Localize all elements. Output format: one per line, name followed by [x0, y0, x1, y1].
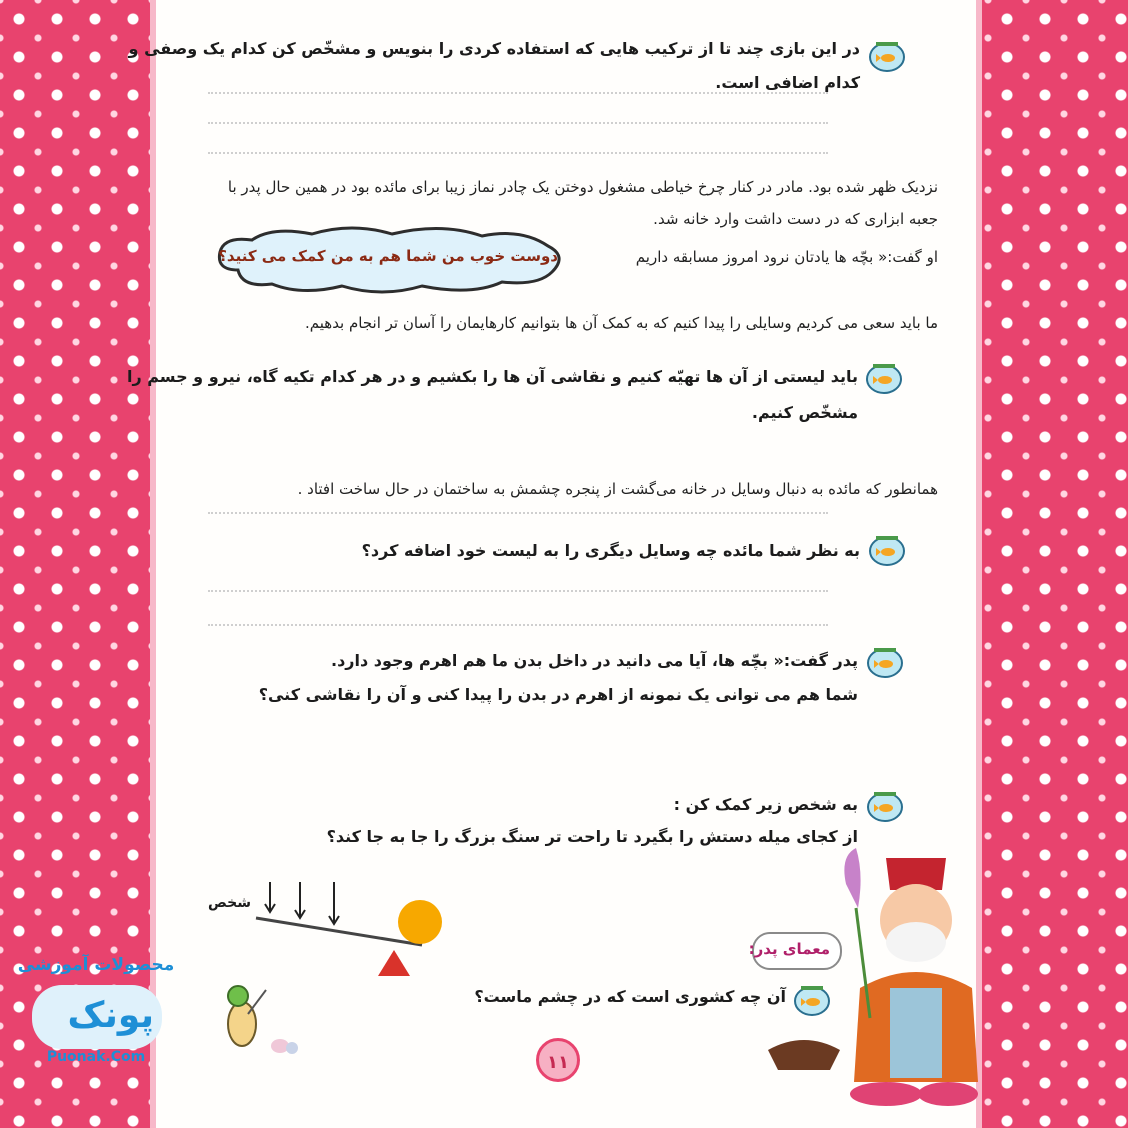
brand-url[interactable]: Puonak.Com — [46, 1049, 146, 1065]
fulcrum-triangle — [378, 950, 410, 976]
answer-line[interactable] — [208, 122, 828, 124]
story-paragraph-2: جعبه ابزاری که در دست داشت وارد خانه شد. — [653, 210, 938, 228]
question-1-line-1: در این بازی چند تا از ترکیب هایی که استفاده کردی را بنویس و مشخّص کن کدام یک وصفی و — [128, 39, 860, 58]
cloud-speech-text: دوست خوب من شما هم به من کمک می کنید؟ — [218, 247, 558, 265]
brand-watermark — [8, 955, 184, 1065]
page-number: ۱۱ — [536, 1038, 580, 1082]
question-3-text: به نظر شما مائده چه وسایل دیگری را به لیست خود اضافه کرد؟ — [361, 541, 860, 560]
story-paragraph-4: ما باید سعی می کردیم وسایلی را پیدا کنیم که به کمک آن ها بتوانیم کارهایمان را آسان تر انجام بدهیم. — [305, 314, 938, 332]
fishbowl-icon — [866, 646, 904, 678]
fishbowl-icon — [868, 40, 906, 72]
answer-line[interactable] — [208, 152, 828, 154]
question-4-line-1: پدر گفت:« بچّه ها، آیا می دانید در داخل بدن ما هم اهرم وجود دارد. — [331, 651, 858, 670]
question-4-line-2: شما هم می توانی یک نمونه از اهرم در بدن را پیدا کنی و آن را نقاشی کنی؟ — [258, 685, 858, 704]
fishbowl-icon — [865, 362, 903, 394]
answer-line[interactable] — [208, 512, 828, 514]
story-paragraph-1: نزدیک ظهر شده بود. مادر در کنار چرخ خیاطی مشغول دوختن یک چادر نماز زیبا برای مائده بود در همین حال پدر با — [227, 178, 938, 196]
question-2-line-2: مشخّص کنیم. — [751, 403, 858, 422]
answer-line[interactable] — [208, 590, 828, 592]
lever-diagram — [236, 880, 466, 990]
turtle-illustration — [208, 984, 298, 1060]
question-1-line-2: کدام اضافی است. — [715, 73, 860, 92]
question-5-line-2: از کجای میله دستش را بگیرد تا راحت تر سنگ بزرگ را جا به جا کند؟ — [326, 827, 858, 846]
brand-tagline: محصولات آموزشی — [17, 955, 175, 975]
big-stone-ball — [398, 900, 442, 944]
story-paragraph-5: همانطور که مائده به دنبال وسایل در خانه می‌گشت از پنجره چشمش به ساختمان در حال ساخت افتاد . — [297, 480, 938, 498]
chocolate-bowl-illustration — [764, 1036, 844, 1076]
answer-line[interactable] — [208, 624, 828, 626]
question-2-line-1: باید لیستی از آن ها تهیّه کنیم و نقاشی آن ها را بکشیم و در هر کدام تکیه گاه، نیرو و جسم را — [126, 367, 858, 386]
question-5-line-1: به شخص زیر کمک کن : — [673, 795, 858, 814]
brand-logo-text: پونک — [67, 995, 154, 1036]
riddle-label: معمای پدر: — [748, 940, 830, 958]
fishbowl-icon — [866, 790, 904, 822]
grandfather-illustration — [836, 838, 986, 1128]
lever-rod — [256, 918, 422, 945]
lever-person-label: شخص — [208, 895, 251, 911]
question-6-text: آن چه کشوری است که در چشم ماست؟ — [474, 987, 786, 1006]
answer-line[interactable] — [208, 92, 828, 94]
story-paragraph-3: او گفت:« بچّه ها یادتان نرود امروز مسابقه داریم — [635, 248, 938, 266]
fishbowl-icon — [793, 984, 831, 1016]
fishbowl-icon — [868, 534, 906, 566]
